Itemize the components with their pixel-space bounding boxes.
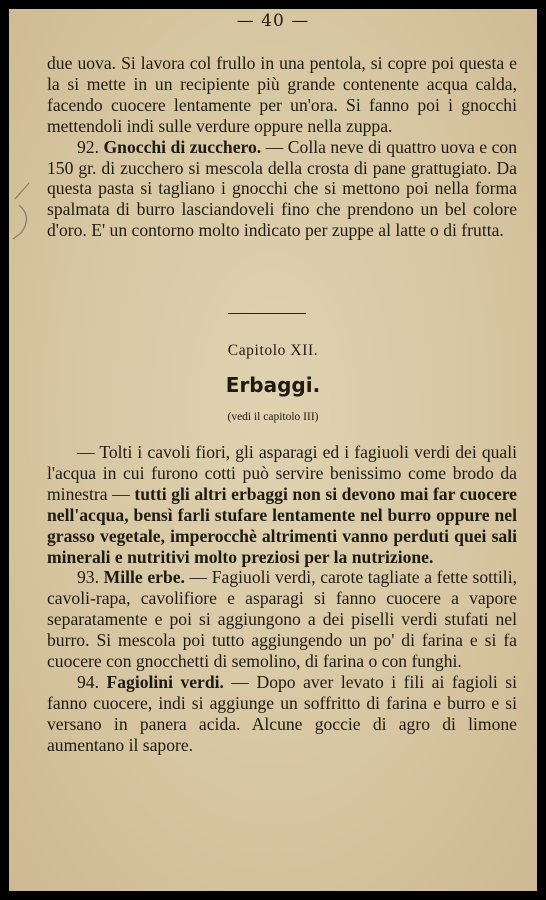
continued-paragraph: due uova. Si lavora col frullo in una pentola, si copre poi questa e la si mette in un recipiente più grande contenente acqua calda, facendo cuocere lentamente per un'ora. Si fanno poi i gnocchi mettendoli indi sulle verdure oppure nella zuppa. <box>47 53 517 136</box>
pencil-mark-icon <box>9 181 37 241</box>
page-number: — 40 — <box>236 11 310 31</box>
intro-normal: — Tolti i cavoli fiori, gli asparagi ed i fagiuoli verdi dei quali l'acqua in cui furono cotti può servire benissimo come brodo da minestra — <box>47 442 517 504</box>
recipe-94 <box>47 672 517 756</box>
intro-paragraph <box>47 442 517 567</box>
book-page <box>9 9 537 891</box>
recipe-94-text: — Dopo aver levato i fili ai fagioli si fanno cuocere, indi si aggiunge un soffritto di farina e burro e si versano in panera acida. Alcune goccie di agro di limone aumentano il sapore. <box>47 671 517 755</box>
recipe-93 <box>47 567 517 672</box>
section-divider <box>228 313 306 314</box>
recipe-94-number: 94. <box>77 671 99 692</box>
chapter-label: Capitolo XII. <box>227 342 319 359</box>
recipe-93-title: Mille erbe. <box>103 567 185 588</box>
recipe-92-title: Gnocchi di zucchero. <box>103 136 262 157</box>
chapter-title: Erbaggi. <box>225 373 321 397</box>
recipe-92 <box>47 137 517 242</box>
recipe-92-text: — Colla neve di quattro uova e con 150 gr. di zucchero si mescola della crosta di pane grattugiato. Da questa pasta si tagliano i gnocchi che si mettono poi nella forma spalmata di burro lasciandoveli fino che prendono un bel colore d'oro. E' un contorno molto indicato per zuppe al latte o di frutta. <box>47 136 517 241</box>
chapter-text-block <box>47 442 517 756</box>
recipe-93-number: 93. <box>77 567 99 588</box>
recipe-92-number: 92. <box>77 136 99 157</box>
top-text-block <box>47 53 517 241</box>
recipe-93-text: — Fagiuoli verdi, carote tagliate a fette sottili, cavoli-rapa, cavolifiore e asparagi si fanno cuocere a vapore separatamente e poi si aggiungono a dei piselli verdi stufati nel burro. Si mescola poi tutto aggiungendo un po' di farina e si fa cuocere con gnocchetti di semolino, di farina o con funghi. <box>47 567 517 672</box>
chapter-subtitle: (vedi il capitolo III) <box>227 411 319 423</box>
recipe-94-title: Fagiolini verdi. <box>106 671 224 692</box>
intro-bold: tutti gli altri erbaggi non si devono mai far cuocere nell'acqua, bensì farli stufare lentamente nel burro oppure nel grasso vegetale, imperocchè altrimenti vanno perduti quei sali minerali e nutritivi molto preziosi per la nutrizione. <box>47 483 517 567</box>
